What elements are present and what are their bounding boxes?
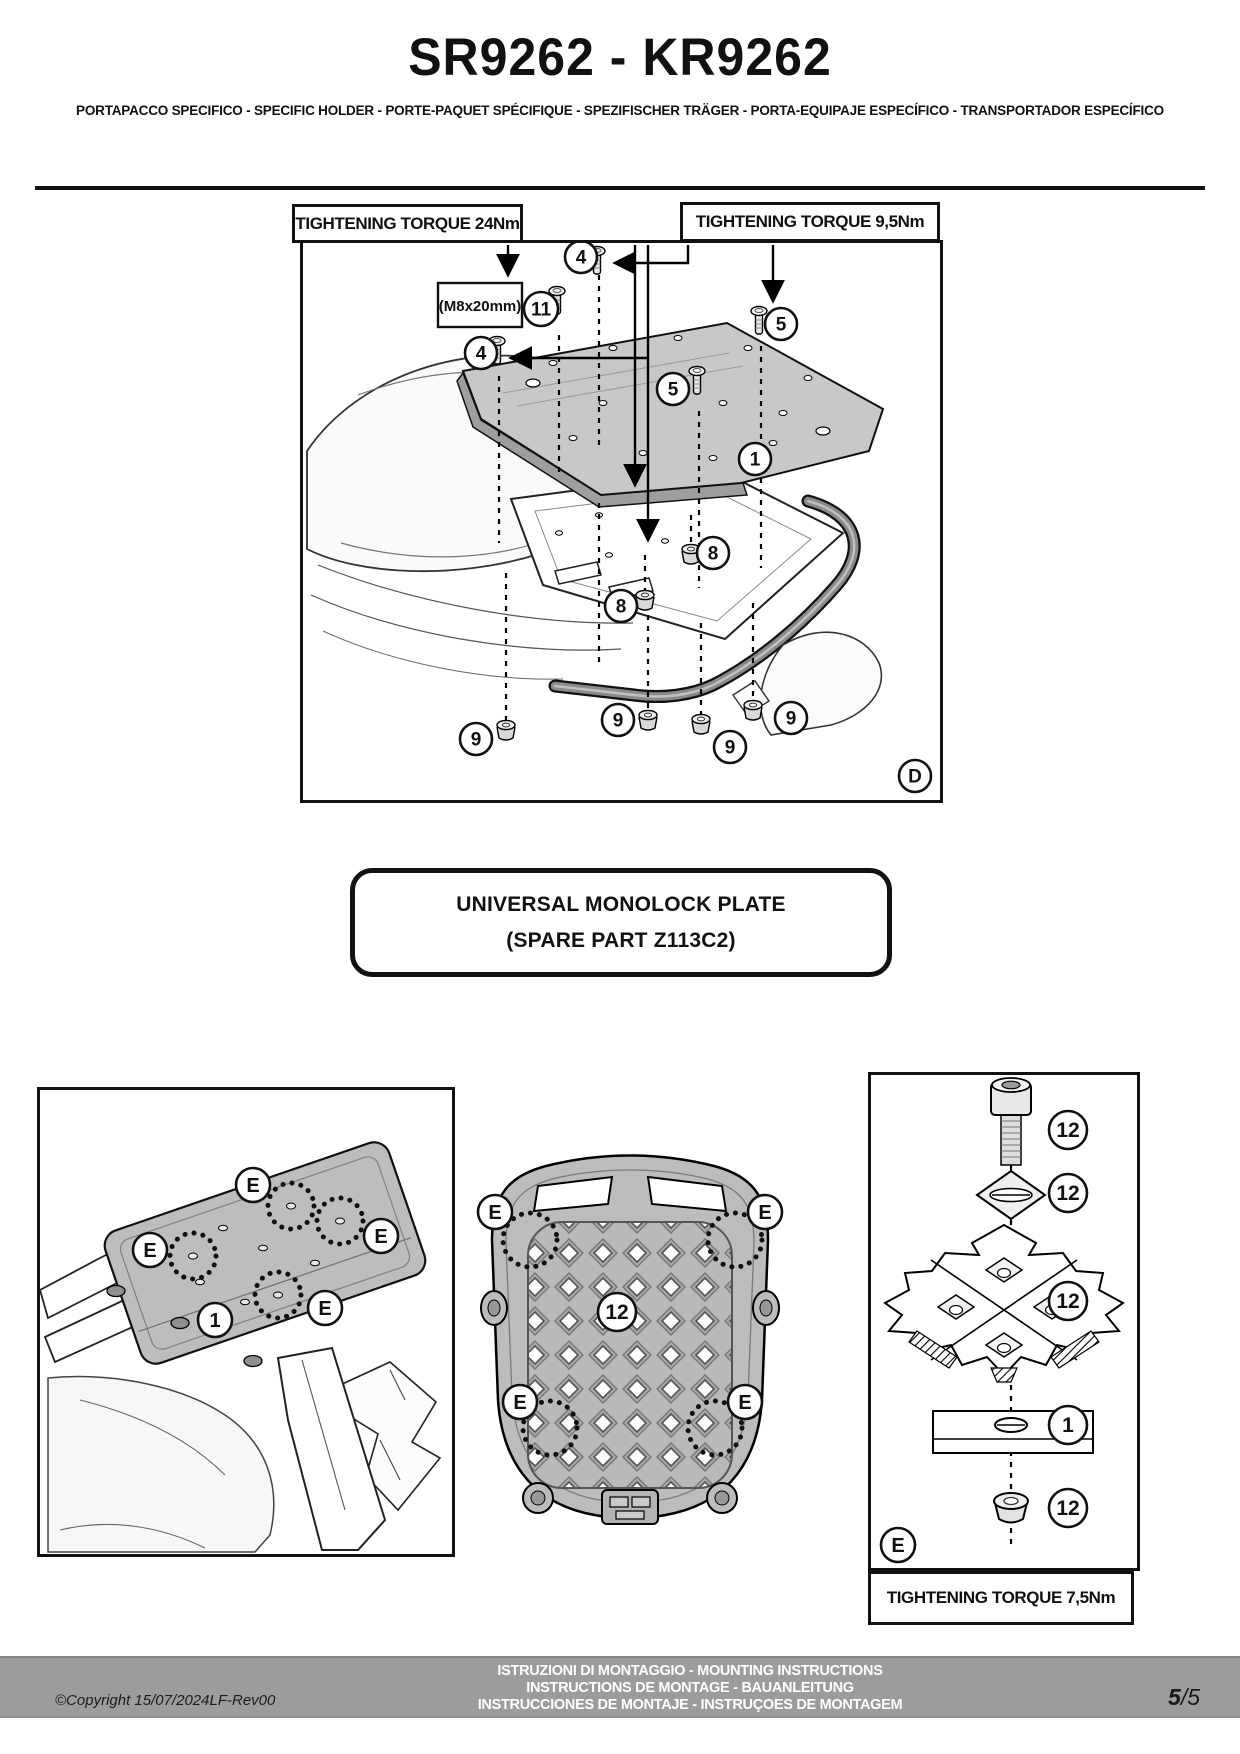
callout-part-9: [775, 702, 807, 734]
diamond-washer-art: [977, 1171, 1045, 1219]
footer-line-2: INSTRUCTIONS DE MONTAGE - BAUANLEITUNG: [526, 1680, 854, 1696]
figure-top-box: [300, 240, 943, 803]
copyright-text: ©Copyright 15/07/2024LF-Rev00: [55, 1692, 276, 1709]
mounting-instructions-block: [380, 1663, 1000, 1714]
callout-part-5: [657, 373, 689, 405]
header-divider: [35, 186, 1205, 190]
callout-point-e: [478, 1195, 512, 1229]
figure-top-drawing: [303, 243, 940, 800]
spare-part-note: [350, 868, 892, 977]
fastening-detail-drawing: [871, 1075, 1137, 1568]
monolock-plate-art: [481, 1156, 779, 1525]
callout-part-1: [739, 443, 771, 475]
grommet-large-art: [994, 1493, 1028, 1523]
svg-text:12: 12: [1056, 1497, 1080, 1520]
socket-screw-art: [991, 1078, 1031, 1165]
footer-line-3: INSTRUCCIONES DE MONTAJE - INSTRUÇOES DE MONTAGEM: [477, 1697, 903, 1713]
bolt-size-text: (M8x20mm): [438, 298, 522, 315]
svg-text:1: 1: [209, 1310, 221, 1332]
svg-text:E: E: [488, 1202, 502, 1224]
svg-text:E: E: [374, 1226, 388, 1248]
svg-text:E: E: [738, 1392, 752, 1414]
svg-text:1: 1: [1062, 1414, 1074, 1437]
figure-bottom-left-box: [37, 1087, 455, 1557]
callout-point-e: [728, 1385, 762, 1419]
figure-monolock-plate: [450, 1100, 810, 1530]
callout-part-9: [602, 704, 634, 736]
callout-part-9: [460, 723, 492, 755]
callout-point-e: [503, 1385, 537, 1419]
svg-text:9: 9: [612, 710, 624, 732]
page-total: /5: [1180, 1684, 1200, 1710]
page-number: [1168, 1684, 1200, 1711]
callout-part-12: [1049, 1282, 1087, 1320]
svg-text:12: 12: [605, 1301, 629, 1324]
svg-text:4: 4: [575, 247, 587, 269]
svg-text:E: E: [758, 1202, 772, 1224]
callout-view-d: [899, 760, 931, 792]
svg-text:8: 8: [615, 596, 627, 618]
svg-text:E: E: [143, 1240, 157, 1262]
bodywork-art: [48, 1348, 440, 1552]
svg-text:E: E: [891, 1535, 905, 1557]
callout-point-e: [881, 1528, 915, 1562]
svg-text:12: 12: [1056, 1290, 1080, 1313]
svg-text:E: E: [513, 1392, 527, 1414]
svg-text:5: 5: [667, 379, 679, 401]
callout-part-5: [765, 308, 797, 340]
callout-part-8: [697, 537, 729, 569]
page-subtitle: PORTAPACCO SPECIFICO - SPECIFIC HOLDER - PORTE-PAQUET SPÉCIFIQUE - SPEZIFISCHER TRÄGER - PORTA-EQUIPAJE ESPECÍFICO - TRANSPORTADOR ESPECÍFICO: [76, 103, 1164, 118]
callout-point-e: [133, 1233, 167, 1267]
svg-text:E: E: [246, 1175, 260, 1197]
figure-bottom-right-box: [868, 1072, 1140, 1571]
callout-part-12: [598, 1293, 636, 1331]
callout-point-e: [308, 1291, 342, 1325]
footer-bar: [0, 1656, 1240, 1718]
svg-text:9: 9: [785, 708, 797, 730]
footer-line-1: ISTRUZIONI DI MONTAGGIO - MOUNTING INSTRUCTIONS: [497, 1663, 883, 1679]
svg-text:8: 8: [707, 543, 719, 565]
svg-text:12: 12: [1056, 1119, 1080, 1142]
callout-part-4: [465, 337, 497, 369]
note-line-1: UNIVERSAL MONOLOCK PLATE: [456, 892, 786, 916]
callout-part-8: [605, 590, 637, 622]
callout-part-12: [1049, 1174, 1087, 1212]
callout-part-11: [524, 292, 558, 326]
page-title: SR9262 - KR9262: [408, 27, 832, 87]
callout-part-4: [565, 243, 597, 273]
note-line-2: (SPARE PART Z113C2): [506, 928, 736, 952]
callout-part-12: [1049, 1111, 1087, 1149]
torque-label-9-5nm: TIGHTENING TORQUE 9,5Nm: [680, 202, 940, 242]
svg-text:9: 9: [724, 737, 736, 759]
figure-bottom-left-drawing: [40, 1090, 452, 1554]
svg-text:E: E: [318, 1298, 332, 1320]
svg-text:12: 12: [1056, 1182, 1080, 1205]
svg-text:D: D: [908, 766, 922, 788]
callout-part-12: [1049, 1489, 1087, 1527]
callout-point-e: [236, 1168, 270, 1202]
svg-text:11: 11: [530, 299, 552, 321]
svg-text:5: 5: [775, 314, 787, 336]
svg-text:1: 1: [749, 449, 761, 471]
page-current: 5: [1168, 1684, 1181, 1710]
callout-point-e: [748, 1195, 782, 1229]
bolt-size-note: [438, 283, 522, 327]
callout-part-1: [198, 1303, 232, 1337]
monolock-plate-drawing: [450, 1100, 810, 1530]
torque-label-7-5nm: TIGHTENING TORQUE 7,5Nm: [868, 1571, 1134, 1625]
svg-text:4: 4: [475, 343, 487, 365]
callout-part-9: [714, 731, 746, 763]
torque-label-24nm: TIGHTENING TORQUE 24Nm: [292, 204, 523, 243]
callout-point-e: [364, 1219, 398, 1253]
svg-text:9: 9: [470, 729, 482, 751]
callout-part-1: [1049, 1406, 1087, 1444]
